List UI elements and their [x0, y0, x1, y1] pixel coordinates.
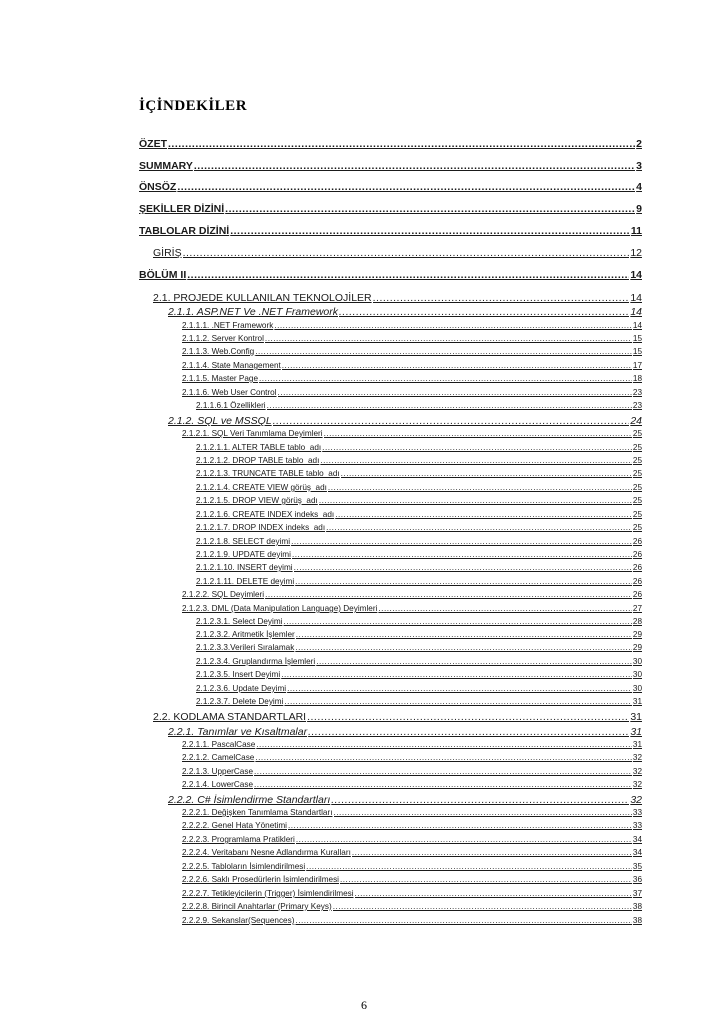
- toc-entry-page: 18: [632, 374, 642, 383]
- toc-entry-page: 25: [632, 523, 642, 532]
- toc-leader-dots: [331, 794, 629, 806]
- toc-entry-label: 2.1. PROJEDE KULLANILAN TEKNOLOJİLER: [153, 292, 372, 304]
- toc-entry[interactable]: [182, 767, 642, 776]
- toc-entry[interactable]: [182, 321, 642, 330]
- toc-entry[interactable]: [168, 726, 642, 738]
- toc-entry[interactable]: [182, 916, 642, 925]
- toc-entry-label: GİRİŞ: [153, 247, 182, 259]
- toc-entry-label: 2.1.1.6.1 Özellikleri: [196, 401, 266, 410]
- toc-entry[interactable]: [196, 684, 642, 693]
- toc-entry-label: 2.1.2.1.4. CREATE VIEW görüş_adı: [196, 483, 327, 492]
- toc-entry-label: 2.1.2.2. SQL Deyimleri: [182, 590, 265, 599]
- toc-entry-label: 2.1.2.3. DML (Data Manipulation Language) Deyimleri: [182, 604, 378, 613]
- toc-entry[interactable]: [182, 361, 642, 370]
- toc-entry-page: 14: [630, 292, 642, 304]
- toc-leader-dots: [308, 726, 629, 738]
- toc-leader-dots: [335, 510, 632, 519]
- toc-entry-page: 31: [630, 711, 642, 723]
- toc-leader-dots: [187, 269, 629, 281]
- toc-entry-label: 2.1.2.1. SQL Veri Tanımlama Deyimleri: [182, 429, 323, 438]
- toc-leader-dots: [267, 401, 632, 410]
- toc-leader-dots: [225, 203, 635, 215]
- toc-entry-page: 26: [632, 563, 642, 572]
- toc-entry-page: 32: [632, 753, 642, 762]
- toc-entry-page: 23: [632, 401, 642, 410]
- toc-entry-label: 2.1.2. SQL ve MSSQL: [168, 415, 272, 427]
- toc-entry[interactable]: [182, 875, 642, 884]
- toc-entry[interactable]: [182, 808, 642, 817]
- toc-entry-page: 38: [632, 916, 642, 925]
- toc-entry[interactable]: [182, 835, 642, 844]
- toc-entry-page: 28: [632, 617, 642, 626]
- toc-entry-page: 25: [632, 483, 642, 492]
- toc-leader-dots: [373, 292, 630, 304]
- toc-entry[interactable]: [182, 334, 642, 343]
- toc-entry-page: 26: [632, 550, 642, 559]
- toc-entry[interactable]: [182, 604, 642, 613]
- toc-leader-dots: [333, 902, 632, 911]
- toc-entry-label: 2.2.2.1. Değişken Tanımlama Standartları: [182, 808, 333, 817]
- toc-entry[interactable]: [182, 821, 642, 830]
- toc-entry-label: ÖNSÖZ: [139, 181, 177, 193]
- toc-entry-label: 2.1.2.3.2. Aritmetik İşlemler: [196, 630, 295, 639]
- toc-leader-dots: [322, 443, 632, 452]
- toc-entry-page: 25: [632, 443, 642, 452]
- toc-entry-label: 2.2.2.3. Programlama Pratikleri: [182, 835, 295, 844]
- toc-leader-dots: [378, 604, 632, 613]
- toc-entry[interactable]: [196, 550, 642, 559]
- toc-leader-dots: [340, 875, 632, 884]
- toc-leader-dots: [254, 767, 632, 776]
- toc-leader-dots: [291, 537, 632, 546]
- toc-leader-dots: [296, 835, 632, 844]
- toc-leader-dots: [288, 821, 632, 830]
- toc-entry[interactable]: [196, 643, 642, 652]
- toc-entry-page: 14: [630, 269, 642, 281]
- toc-leader-dots: [352, 848, 632, 857]
- toc-entry-label: 2.2.1. Tanımlar ve Kısaltmalar: [168, 726, 308, 738]
- toc-entry-page: 14: [632, 321, 642, 330]
- toc-entry-label: 2.1.2.3.1. Select Deyimi: [196, 617, 283, 626]
- toc-entry[interactable]: [182, 889, 642, 898]
- toc-entry-label: BÖLÜM II: [139, 269, 187, 281]
- toc-leader-dots: [287, 684, 632, 693]
- toc-leader-dots: [355, 889, 632, 898]
- toc-entry[interactable]: [196, 697, 642, 706]
- toc-entry[interactable]: [196, 670, 642, 679]
- toc-entry[interactable]: [182, 753, 642, 762]
- toc-entry[interactable]: [168, 415, 642, 427]
- toc-entry[interactable]: [153, 711, 642, 723]
- toc-entry[interactable]: [196, 483, 642, 492]
- toc-leader-dots: [296, 630, 632, 639]
- toc-leader-dots: [278, 388, 632, 397]
- toc-leader-dots: [294, 563, 632, 572]
- toc-entry-page: 29: [632, 630, 642, 639]
- toc-entry[interactable]: [139, 181, 642, 193]
- toc-entry[interactable]: [139, 203, 642, 215]
- toc-entry[interactable]: [168, 794, 642, 806]
- toc-entry[interactable]: [182, 347, 642, 356]
- toc-entry[interactable]: [153, 292, 642, 304]
- toc-entry-label: TABLOLAR DİZİNİ: [139, 225, 230, 237]
- toc-entry[interactable]: [182, 388, 642, 397]
- toc-entry-label: 2.2.2.4. Veritabanı Nesne Adlandırma Kuralları: [182, 848, 351, 857]
- toc-entry-page: 12: [630, 247, 642, 259]
- toc-leader-dots: [339, 306, 629, 318]
- toc-entry[interactable]: [196, 537, 642, 546]
- toc-leader-dots: [254, 780, 632, 789]
- toc-entry-label: 2.1.2.3.5. Insert Deyimi: [196, 670, 281, 679]
- toc-leader-dots: [230, 225, 630, 237]
- toc-entry-label: 2.2.2.9. Sekanslar(Sequences): [182, 916, 295, 925]
- toc-title: İÇİNDEKİLER: [139, 98, 248, 114]
- page-number: 6: [361, 998, 367, 1012]
- toc-entry-page: 30: [632, 684, 642, 693]
- toc-leader-dots: [273, 415, 630, 427]
- toc-entry-page: 38: [632, 902, 642, 911]
- toc-entry-page: 26: [632, 577, 642, 586]
- toc-entry-label: 2.1.2.1.10. INSERT deyimi: [196, 563, 293, 572]
- toc-entry-page: 34: [632, 848, 642, 857]
- toc-entry[interactable]: [196, 577, 642, 586]
- toc-entry[interactable]: [196, 510, 642, 519]
- toc-entry-label: 2.1.2.1.8. SELECT deyimi: [196, 537, 291, 546]
- toc-entry-label: 2.1.2.1.2. DROP TABLE tablo_adı: [196, 456, 320, 465]
- toc-entry-page: 31: [630, 726, 642, 738]
- toc-entry-page: 25: [632, 469, 642, 478]
- toc-leader-dots: [334, 808, 632, 817]
- toc-entry-label: 2.1.1.3. Web.Config: [182, 347, 255, 356]
- toc-entry-label: 2.1.2.3.4. Gruplandırma İşlemleri: [196, 657, 316, 666]
- toc-entry-page: 27: [632, 604, 642, 613]
- toc-entry-label: 2.2.2.8. Birincil Anahtarlar (Primary Keys): [182, 902, 332, 911]
- toc-entry-label: 2.1.1. ASP.NET Ve .NET Framework: [168, 306, 338, 318]
- toc-entry-label: 2.1.2.1.1. ALTER TABLE tablo_adı: [196, 443, 322, 452]
- toc-leader-dots: [295, 916, 631, 925]
- toc-entry[interactable]: [196, 469, 642, 478]
- toc-entry-page: 4: [636, 181, 642, 193]
- toc-leader-dots: [306, 862, 632, 871]
- toc-entry-page: 30: [632, 670, 642, 679]
- toc-entry-label: ŞEKİLLER DİZİNİ: [139, 203, 225, 215]
- toc-entry[interactable]: [196, 496, 642, 505]
- toc-entry-page: 30: [632, 657, 642, 666]
- toc-entry[interactable]: [168, 306, 642, 318]
- toc-entry[interactable]: [139, 269, 642, 281]
- toc-entry-page: 25: [632, 429, 642, 438]
- toc-entry-label: 2.1.2.1.9. UPDATE deyimi: [196, 550, 291, 559]
- toc-entry-page: 14: [630, 306, 642, 318]
- toc-entry-label: 2.1.2.3.7. Delete Deyimi: [196, 697, 284, 706]
- toc-leader-dots: [183, 247, 630, 259]
- toc-entry-page: 35: [632, 862, 642, 871]
- toc-entry[interactable]: [196, 563, 642, 572]
- toc-entry-label: 2.1.2.1.6. CREATE INDEX indeks_adı: [196, 510, 335, 519]
- toc-entry-page: 33: [632, 821, 642, 830]
- toc-entry[interactable]: [196, 657, 642, 666]
- toc-entry-page: 32: [632, 780, 642, 789]
- toc-leader-dots: [282, 361, 632, 370]
- toc-leader-dots: [265, 590, 632, 599]
- toc-entry-label: 2.1.2.3.6. Update Deyimi: [196, 684, 287, 693]
- toc-leader-dots: [168, 138, 635, 150]
- toc-entry-page: 32: [630, 794, 642, 806]
- toc-entry-page: 2: [636, 138, 642, 150]
- toc-entry-label: 2.1.2.1.7. DROP INDEX indeks_adı: [196, 523, 326, 532]
- toc-entry-page: 34: [632, 835, 642, 844]
- toc-leader-dots: [324, 429, 632, 438]
- toc-leader-dots: [283, 617, 631, 626]
- toc-entry[interactable]: [182, 429, 642, 438]
- toc-leader-dots: [265, 334, 632, 343]
- toc-entry-label: 2.2.1.1. PascalCase: [182, 740, 256, 749]
- toc-entry[interactable]: [182, 862, 642, 871]
- toc-leader-dots: [194, 160, 635, 172]
- toc-leader-dots: [320, 456, 632, 465]
- toc-entry[interactable]: [182, 848, 642, 857]
- toc-entry[interactable]: [182, 902, 642, 911]
- toc-leader-dots: [256, 740, 632, 749]
- toc-leader-dots: [281, 670, 632, 679]
- toc-entry-label: 2.1.1.5. Master Page: [182, 374, 259, 383]
- toc-leader-dots: [284, 697, 632, 706]
- toc-entry-label: 2.1.2.1.5. DROP VIEW görüş_adı: [196, 496, 318, 505]
- toc-entry-label: 2.1.2.1.11. DELETE deyimi: [196, 577, 295, 586]
- toc-entry-page: 31: [632, 697, 642, 706]
- toc-entry[interactable]: [139, 138, 642, 150]
- toc-leader-dots: [295, 643, 632, 652]
- toc-entry[interactable]: [139, 225, 642, 237]
- toc-leader-dots: [255, 753, 632, 762]
- toc-entry-label: 2.1.1.1. .NET Framework: [182, 321, 274, 330]
- toc-leader-dots: [259, 374, 632, 383]
- toc-entry-label: 2.1.2.1.3. TRUNCATE TABLE tablo_adı: [196, 469, 340, 478]
- toc-entry-label: ÖZET: [139, 138, 167, 150]
- toc-leader-dots: [177, 181, 635, 193]
- toc-entry-label: 2.1.1.4. State Management: [182, 361, 281, 370]
- toc-entry[interactable]: [196, 443, 642, 452]
- toc-entry-label: 2.2.1.2. CamelCase: [182, 753, 255, 762]
- toc-entry[interactable]: [196, 523, 642, 532]
- toc-entry[interactable]: [196, 456, 642, 465]
- toc-entry-label: 2.2.1.3. UpperCase: [182, 767, 254, 776]
- toc-leader-dots: [328, 483, 632, 492]
- toc-entry-label: 2.2.2.7. Tetikleyicilerin (Trigger) İsimlendirilmesi: [182, 889, 354, 898]
- toc-entry-page: 25: [632, 510, 642, 519]
- toc-entry-page: 33: [632, 808, 642, 817]
- toc-entry-label: 2.2.2.2. Genel Hata Yönetimi: [182, 821, 287, 830]
- toc-entry-label: 2.2.2.5. Tabloların İsimlendirilmesi: [182, 862, 306, 871]
- toc-entry-label: SUMMARY: [139, 160, 193, 172]
- toc-entry-page: 36: [632, 875, 642, 884]
- toc-entry-page: 15: [632, 347, 642, 356]
- toc-entry-page: 24: [630, 415, 642, 427]
- toc-entry[interactable]: [182, 374, 642, 383]
- toc-entry-label: 2.1.1.2. Server Kontrol: [182, 334, 264, 343]
- toc-leader-dots: [307, 711, 629, 723]
- toc-leader-dots: [295, 577, 632, 586]
- toc-entry-label: 2.2.2.6. Saklı Prosedürlerin İsimlendirilmesi: [182, 875, 339, 884]
- toc-entry-page: 26: [632, 590, 642, 599]
- toc-entry-page: 17: [632, 361, 642, 370]
- toc-entry-label: 2.1.1.6. Web User Control: [182, 388, 277, 397]
- toc-entry-page: 31: [632, 740, 642, 749]
- toc-entry-page: 9: [636, 203, 642, 215]
- toc-entry[interactable]: [139, 160, 642, 172]
- toc-entry-page: 25: [632, 496, 642, 505]
- toc-leader-dots: [292, 550, 632, 559]
- toc-entry-page: 23: [632, 388, 642, 397]
- toc-leader-dots: [255, 347, 632, 356]
- toc-entry-label: 2.1.2.3.3.Verileri Sıralamak: [196, 643, 295, 652]
- toc-entry-page: 37: [632, 889, 642, 898]
- toc-entry-label: 2.2.1.4. LowerCase: [182, 780, 254, 789]
- toc-entry-page: 25: [632, 456, 642, 465]
- toc-leader-dots: [341, 469, 632, 478]
- toc-entry[interactable]: [182, 780, 642, 789]
- toc-leader-dots: [316, 657, 632, 666]
- toc-entry[interactable]: [182, 590, 642, 599]
- toc-entry-page: 3: [636, 160, 642, 172]
- toc-entry-page: 15: [632, 334, 642, 343]
- toc-entry[interactable]: [182, 740, 642, 749]
- toc-entry-page: 26: [632, 537, 642, 546]
- toc-entry[interactable]: [196, 401, 642, 410]
- toc-leader-dots: [274, 321, 632, 330]
- toc-entry-page: 11: [630, 225, 642, 237]
- toc-entry-label: 2.2. KODLAMA STANDARTLARI: [153, 711, 307, 723]
- toc-leader-dots: [326, 523, 632, 532]
- toc-entry[interactable]: [153, 247, 642, 259]
- toc-leader-dots: [319, 496, 632, 505]
- toc-entry-label: 2.2.2. C# İsimlendirme Standartları: [168, 794, 331, 806]
- toc-entry[interactable]: [196, 630, 642, 639]
- toc-entry[interactable]: [196, 617, 642, 626]
- toc-entry-page: 32: [632, 767, 642, 776]
- toc-entry-page: 29: [632, 643, 642, 652]
